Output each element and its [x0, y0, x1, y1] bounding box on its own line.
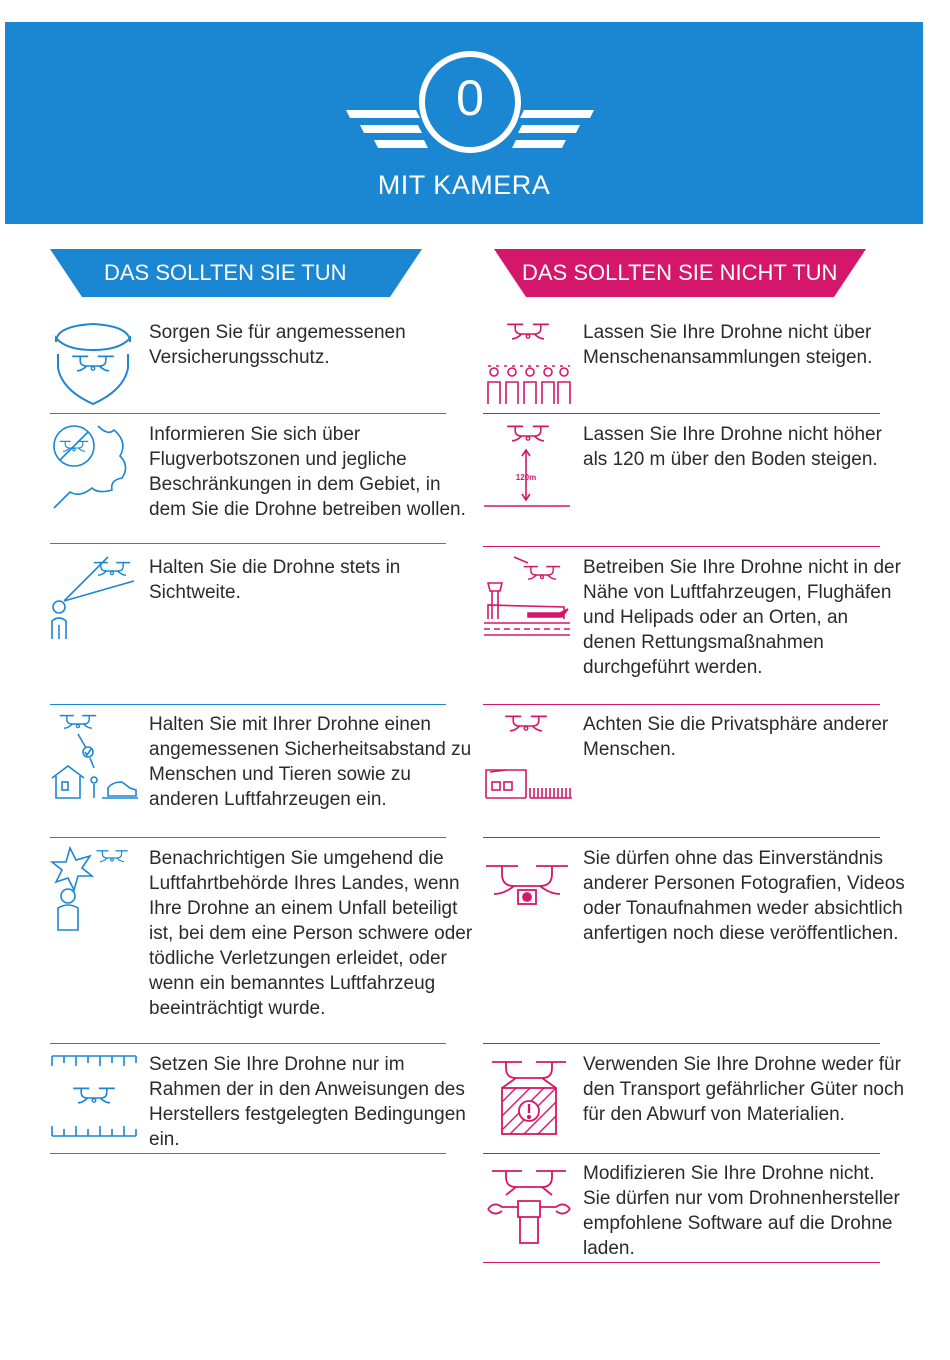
- altitude-label: 120m: [515, 473, 537, 482]
- dont-section-header: [494, 249, 866, 297]
- do-item-insurance: [50, 320, 480, 412]
- do-item-text: Halten Sie mit Ihrer Drohne einen angemessenen Sicherheitsabstand zu Menschen und Tieren sowie zu anderen Luftfahrzeugen ein.: [149, 714, 472, 810]
- do-item-text: Informieren Sie sich über Flugverbotszonen und jegliche Beschränkungen in dem Gebiet, in dem Sie die Drohne betreiben wollen.: [149, 424, 466, 520]
- dont-item-text: Lassen Sie Ihre Drohne nicht höher als 120 m über den Boden steigen.: [583, 424, 882, 470]
- dont-item-camera: [484, 846, 914, 1042]
- divider: [483, 1153, 880, 1154]
- privacy-house-icon: [484, 712, 574, 802]
- category-title: MIT KAMERA: [377, 170, 551, 200]
- airport-drone-icon: [484, 555, 574, 645]
- do-item-text: Benachrichtigen Sie umgehend die Luftfahrtbehörde Ihres Landes, wenn Ihre Drohne an einem Unfall beteiligt ist, bei dem eine Person schwere oder tödliche Verletzungen erleidet, oder wenn ein bemanntes Luftfahrzeug beeinträchtigt wurde.: [149, 848, 473, 1019]
- divider: [483, 704, 880, 705]
- divider: [50, 704, 446, 705]
- do-section-header: [50, 249, 422, 297]
- dont-section-title: DAS SOLLTEN SIE NICHT TUN: [522, 260, 838, 285]
- dont-item-privacy: [484, 712, 914, 836]
- dont-item-text: Verwenden Sie Ihre Drohne weder für den Transport gefährlicher Güter noch für den Abwurf von Materialien.: [583, 1054, 905, 1125]
- do-item-no-fly-zones: [50, 422, 480, 542]
- do-section-title: DAS SOLLTEN SIE TUN: [104, 260, 347, 285]
- dont-item-dangerous-goods: [484, 1052, 914, 1152]
- category-number: 0: [456, 70, 484, 126]
- divider: [50, 543, 446, 544]
- divider: [483, 413, 880, 414]
- divider: [50, 837, 446, 838]
- do-item-text: Sorgen Sie für angemessenen Versicherungsschutz.: [149, 322, 406, 368]
- header-banner: [5, 22, 923, 224]
- dont-item-text: Betreiben Sie Ihre Drohne nicht in der Nähe von Luftfahrzeugen, Flughäfen und Helipads oder an Orten, an denen Rettungsmaßnahmen durchgeführt werden.: [583, 557, 901, 678]
- insurance-shield-drone-icon: [50, 320, 136, 406]
- dont-item-text: Achten Sie die Privatsphäre anderer Menschen.: [583, 714, 889, 760]
- line-of-sight-icon: [50, 555, 136, 645]
- safety-distance-icon: [50, 712, 140, 802]
- do-item-manufacturer-limits: [50, 1052, 480, 1152]
- divider: [50, 1153, 446, 1154]
- divider: [483, 837, 880, 838]
- drone-over-crowd-icon: [484, 320, 574, 410]
- dont-item-text: Modifizieren Sie Ihre Drohne nicht. Sie dürfen nur vom Drohnenhersteller empfohlene Software auf die Drohne laden.: [583, 1163, 900, 1259]
- do-item-accident-report: [50, 846, 480, 1042]
- divider: [483, 546, 880, 547]
- dont-item-text: Sie dürfen ohne das Einverständnis anderer Personen Fotografien, Videos oder Tonaufnahmen weder absichtlich anfertigen noch diese veröffentlichen.: [583, 848, 905, 944]
- manufacturer-limits-icon: [50, 1052, 138, 1140]
- dont-item-text: Lassen Sie Ihre Drohne nicht über Menschenansammlungen steigen.: [583, 322, 873, 368]
- divider: [50, 1043, 446, 1044]
- dont-item-airports: [484, 555, 914, 701]
- dangerous-goods-icon: [484, 1052, 574, 1142]
- do-item-text: Setzen Sie Ihre Drohne nur im Rahmen der in den Anweisungen des Herstellers festgelegten Bedingungen ein.: [149, 1054, 466, 1150]
- do-item-line-of-sight: [50, 555, 480, 695]
- max-altitude-icon: [484, 422, 574, 512]
- do-item-safety-distance: [50, 712, 480, 836]
- divider: [483, 1043, 880, 1044]
- no-fly-zone-map-icon: [50, 422, 136, 512]
- divider: [50, 413, 446, 414]
- do-item-text: Halten Sie die Drohne stets in Sichtweite.: [149, 557, 401, 603]
- dont-item-crowds: [484, 320, 914, 412]
- dont-item-altitude: [484, 422, 914, 546]
- accident-report-icon: [50, 846, 140, 936]
- divider: [483, 1262, 880, 1263]
- dont-item-modification: [484, 1161, 914, 1261]
- drone-camera-icon: [484, 846, 574, 936]
- modification-wrench-icon: [484, 1161, 574, 1251]
